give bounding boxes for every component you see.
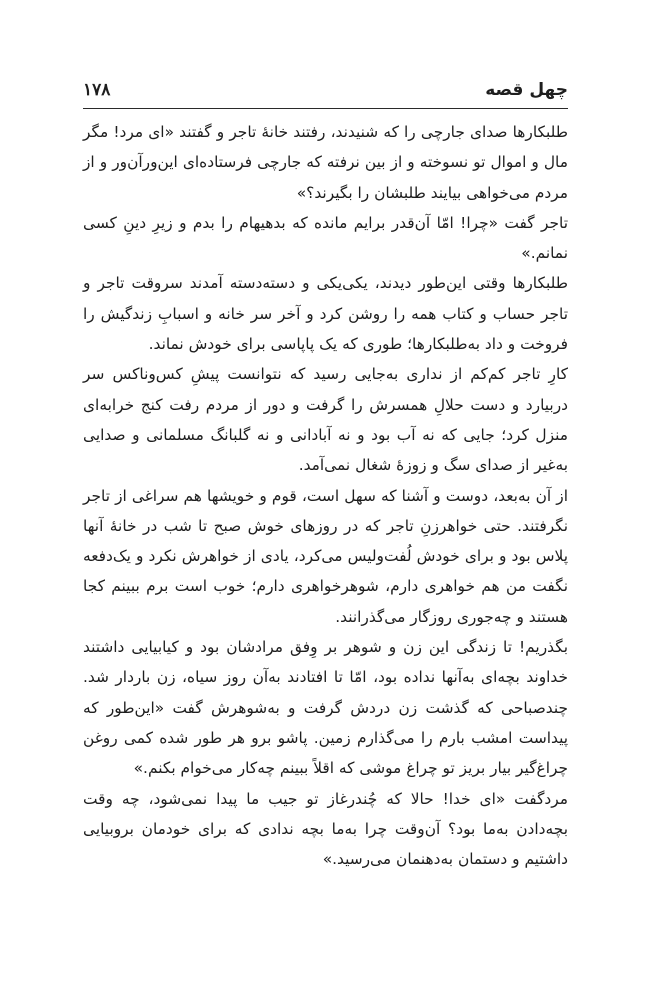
paragraph: تاجر گفت «چرا! امّا آن‌قدر برایم مانده که بدهیهام را بدم و زیرِ دینِ کسی نمانم.» <box>83 213 568 263</box>
paragraph: کارِ تاجر کم‌کم از نداری به‌جایی رسید که نتوانست پیشِ کس‌وناکس سر دربیارد و دست حلالِ همسرش را گرفت و دور از مردم رفت کنج خرابه‌ای منزل کرد؛ جایی که نه آب بود و نه آبادانی و نه گلبانگ مسلمانی و صدایی به‌غیر از صدای سگ و زوزهٔ شغال نمی‌آمد. <box>83 365 568 475</box>
paragraph: مردگفت «ای خدا! حالا که چُندرغاز تو جیب ما پیدا نمی‌شود، چه وقت بچه‌دادن به‌ما بود؟ آن‌وقت چرا به‌ما بچه ندادی که برای خودمان بروبیایی داشتیم و دستمان به‌دهنمان می‌رسید.» <box>83 789 568 869</box>
paragraph: طلبکارها وقتی این‌طور دیدند، یکی‌یکی و دسته‌دسته آمدند سروقت تاجر و تاجر حساب و کتاب همه را روشن کرد و آخر سر خانه و اسبابِ زندگیش را فروخت و داد به‌طلبکارها؛ طوری که یک پاپاسی برای خودش نماند. <box>83 274 568 354</box>
book-title: چهل قصه <box>485 80 568 100</box>
paragraph: از آن به‌بعد، دوست و آشنا که سهل است، قوم و خویشها هم سراغی از تاجر نگرفتند. حتی خواهرزنِ تاجر که در روزهای خوش صبح تا شب در خانهٔ آنها پلاس بود و برای خودش لُفت‌ولیس می‌کرد، یادی از خواهرش نکرد و یک‌دفعه نگفت من هم خواهری دارم، شوهرخواهری دارم؛ خوب است برم ببینم کجا هستند و چه‌جوری روزگار می‌گذرانند. <box>83 486 568 626</box>
text-body <box>83 117 568 874</box>
header-rule <box>83 108 568 109</box>
page-number: ۱۷۸ <box>83 80 111 100</box>
paragraph: بگذریم! تا زندگی این زن و شوهر بر وِفق مرادشان بود و کیابیایی داشتند خداوند بچه‌ای به‌آنها نداده بود، امّا تا افتادند به‌آن روز سیاه، زن باردار شد. چندصباحی که گذشت زن دردش گرفت و به‌شوهرش گفت «این‌طور که پیداست امشب بارم را می‌گذارم زمین. پاشو برو هر طور شده کمی روغن چراغ‌گیر بیار بریز تو چراغ موشی که اقلاً ببینم چه‌کار می‌خوام بکنم.» <box>83 638 568 778</box>
running-head <box>83 78 568 108</box>
paragraph: طلبکارها صدای جارچی را که شنیدند، رفتند خانهٔ تاجر و گفتند «ای مرد! مگر مال و اموال تو نسوخته و از بین نرفته که جارچی فرستاده‌ای این‌ورآن‌ور و از مردم می‌خواهی بیایند طلبشان را بگیرند؟» <box>83 123 568 202</box>
